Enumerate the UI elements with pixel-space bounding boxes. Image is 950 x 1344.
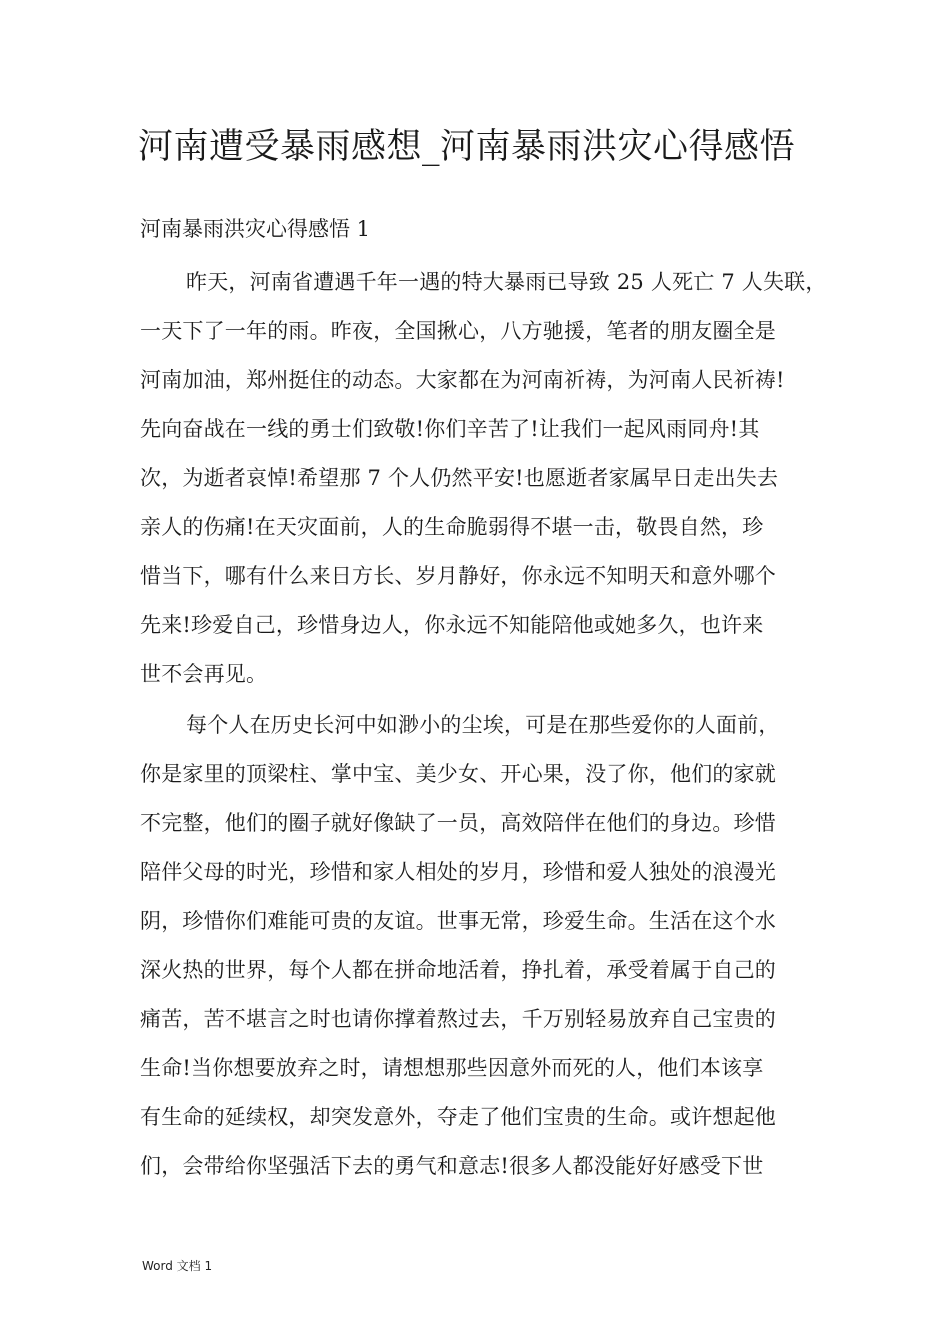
- text-line: 次，为逝者哀悼!希望那 7 个人仍然平安!也愿逝者家属早日走出失去: [140, 466, 779, 490]
- document-title: 河南遭受暴雨感想_河南暴雨洪灾心得感悟: [138, 127, 796, 167]
- text-line: 先来!珍爱自己，珍惜身边人，你永远不知能陪他或她多久，也许来: [140, 613, 764, 637]
- text-line: 先向奋战在一线的勇士们致敬!你们辛苦了!让我们一起风雨同舟!其: [140, 417, 760, 441]
- text-line: 痛苦，苦不堪言之时也请你撑着熬过去，千万别轻易放弃自己宝贵的: [140, 1007, 776, 1031]
- text-line: 一天下了一年的雨。昨夜，全国揪心，八方驰援，笔者的朋友圈全是: [140, 319, 776, 343]
- text-line: 你是家里的顶梁柱、掌中宝、美少女、开心果，没了你，他们的家就: [140, 762, 776, 786]
- text-line: 生命!当你想要放弃之时，请想想那些因意外而死的人，他们本该享: [140, 1056, 764, 1080]
- text-line: 世不会再见。: [140, 662, 268, 686]
- text-line: 亲人的伤痛!在天灾面前，人的生命脆弱得不堪一击，敬畏自然，珍: [140, 515, 764, 539]
- text-line: 不完整，他们的圈子就好像缺了一员，高效陪伴在他们的身边。珍惜: [140, 811, 776, 835]
- text-line: 惜当下，哪有什么来日方长、岁月静好，你永远不知明天和意外哪个: [140, 564, 776, 588]
- text-line: 陪伴父母的时光，珍惜和家人相处的岁月，珍惜和爱人独处的浪漫光: [140, 860, 776, 884]
- text-line: 阴，珍惜你们难能可贵的友谊。世事无常，珍爱生命。生活在这个水: [140, 909, 776, 933]
- text-line: 昨天，河南省遭遇千年一遇的特大暴雨已导致 25 人死亡 7 人失联，: [186, 270, 827, 294]
- text-line: 河南加油，郑州挺住的动态。大家都在为河南祈祷，为河南人民祈祷!: [140, 368, 785, 392]
- text-line: 深火热的世界，每个人都在拼命地活着，挣扎着，承受着属于自己的: [140, 958, 776, 982]
- page-footer: Word 文档 1: [142, 1259, 213, 1273]
- paragraph-1: [140, 258, 830, 699]
- paragraph-2: [140, 701, 830, 1191]
- text-line: 们，会带给你坚强活下去的勇气和意志!很多人都没能好好感受下世: [140, 1154, 764, 1178]
- text-line: 有生命的延续权，却突发意外，夺走了他们宝贵的生命。或许想起他: [140, 1105, 776, 1129]
- text-line: 每个人在历史长河中如渺小的尘埃，可是在那些爱你的人面前，: [186, 713, 780, 737]
- section-heading: 河南暴雨洪灾心得感悟 1: [140, 217, 371, 241]
